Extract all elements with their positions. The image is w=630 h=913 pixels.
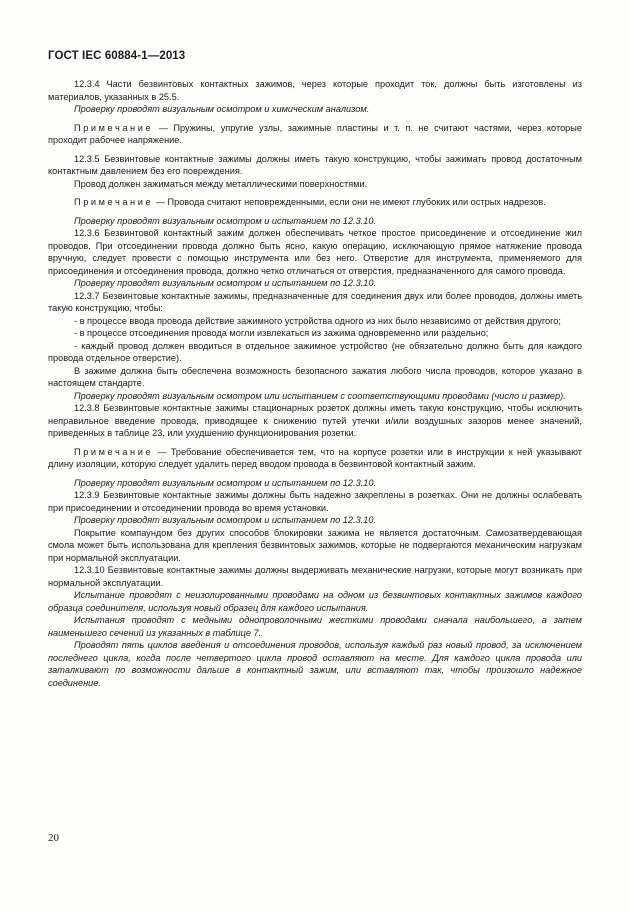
body-paragraph: 12.3.9 Безвинтовые контактные зажимы должны быть надежно закреплены в розетках. Они не должны ослабевать при присоединении и отсоединении провода во время установки. bbox=[48, 490, 582, 513]
body-paragraph: - в процессе отсоединения провода могли извлекаться из зажима одновременно или раздельно; bbox=[74, 328, 489, 338]
body-paragraph: Покрытие компаундом без других способов блокировки зажима не является достаточным. Самозатвердевающая смола может быть использована для крепления безвинтовых зажимов, которые не подвергаются механическим нагрузкам при нормальной эксплуатации. bbox=[48, 527, 582, 563]
page-number: 20 bbox=[48, 832, 59, 844]
check-instruction-paragraph: Проверку проводят визуальным осмотром и испытанием по 12.3.10. bbox=[74, 278, 377, 288]
note-paragraph bbox=[48, 446, 582, 471]
note-label: Примечание bbox=[74, 446, 154, 457]
body-paragraph: Провод должен зажиматься между металлическими поверхностями. bbox=[74, 178, 368, 189]
note-text: — Пружины, упругие узлы, зажимные пластины и т. п. не считают частями, через которые проходит рабочее напряжение. bbox=[48, 122, 582, 145]
body-paragraph: - каждый провод должен вводиться в отдельное зажимное устройство (не обязательно должно быть для каждого провода отдельное отверстие). bbox=[48, 340, 582, 363]
check-instruction-paragraph: Проводят пять циклов введения и отсоединения проводов, используя каждый раз новый провод, за исключением последнего цикла, когда после четвертого цикла провод оставляют на месте. Для каждого цикла провода или заталкивают по возможности дальше в контактный зажим, или вставляют так, чтобы произошло надежное соединение. bbox=[48, 640, 582, 688]
note-text: — Требование обеспечивается тем, что на корпусе розетки или в инструкции к ней указывают длину изоляции, которую следует удалить перед вводом провода в безвинтовой контактный зажим. bbox=[48, 446, 582, 469]
document-body bbox=[48, 78, 582, 689]
check-instruction-paragraph: Проверку проводят визуальным осмотром и испытанием по 12.3.10. bbox=[74, 515, 377, 525]
body-paragraph: 12.3.8 Безвинтовые контактные зажимы стационарных розеток должны иметь такую конструкцию, чтобы исключить неправильное введение провода, приводящее к снижению путей утечки и/или воздушных зазоров менее значений, приведенных в таблице 23, или ухудшению функционирования розетки. bbox=[48, 403, 582, 438]
check-instruction-paragraph: Испытания проводят с медными однопроволочными жесткими проводами сначала наибольшего, а затем наименьшего сечений из указанных в таблице 7. bbox=[48, 615, 582, 638]
note-paragraph bbox=[48, 122, 582, 147]
body-paragraph: 12.3.6 Безвинтовой контактный зажим должен обеспечивать четкое простое присоединение и отсоединение жил проводов. При отсоединении провода должно быть ясно, какую операцию, исключающую прямое натяжение провода вручную, следует провести с помощью инструмента или без него. Отверстие для инструмента, применяемого для присоединения и отсоединения провода, должно четко отличаться от отверстия, предназначенного для самого провода. bbox=[48, 228, 582, 276]
note-paragraph bbox=[48, 196, 582, 209]
document-header: ГОСТ IEC 60884-1—2013 bbox=[48, 50, 186, 62]
body-paragraph: 12.3.7 Безвинтовые контактные зажимы, предназначенные для соединения двух или более проводов, должны иметь такую конструкцию, чтобы: bbox=[48, 290, 582, 313]
check-instruction-paragraph: Проверку проводят визуальным осмотром или испытанием с соответствующими проводами (число и размер). bbox=[74, 390, 566, 401]
check-instruction-paragraph: Испытание проводят с неизолированными проводами на одном из безвинтовых контактных зажимов каждого образца соединителя, используя новый образец для каждого испытания. bbox=[48, 590, 582, 613]
check-instruction-paragraph: Проверку проводят визуальным осмотром и химическим анализом. bbox=[74, 104, 370, 114]
note-label: Примечание bbox=[74, 197, 154, 207]
body-paragraph: - в процессе ввода провода действие зажимного устройства одного из них было независимо от действия другого; bbox=[74, 315, 561, 326]
body-paragraph: В зажиме должна быть обеспечена возможность безопасного зажатия любого числа проводов, которое указано в настоящем стандарте. bbox=[48, 365, 582, 388]
body-paragraph: 12.3.4 Части безвинтовых контактных зажимов, через которые проходит ток, должны быть изготовлены из материалов, указанных в 25.5. bbox=[48, 79, 582, 102]
body-paragraph: 12.3.10 Безвинтовые контактные зажимы должны выдерживать механические нагрузки, которые могут возникать при нормальной эксплуатации. bbox=[48, 565, 582, 588]
body-paragraph: 12.3.5 Безвинтовые контактные зажимы должны иметь такую конструкцию, чтобы зажимать провод достаточным контактным давлением без его повреждения. bbox=[48, 153, 582, 176]
note-label: Примечание bbox=[74, 122, 154, 133]
note-text: — Провода считают неповрежденными, если они не имеют глубоких или острых надрезов. bbox=[153, 197, 546, 207]
check-instruction-paragraph: Проверку проводят визуальным осмотром и испытанием по 12.3.10. bbox=[74, 215, 377, 226]
check-instruction-paragraph: Проверку проводят визуальным осмотром и испытанием по 12.3.10. bbox=[74, 477, 377, 488]
